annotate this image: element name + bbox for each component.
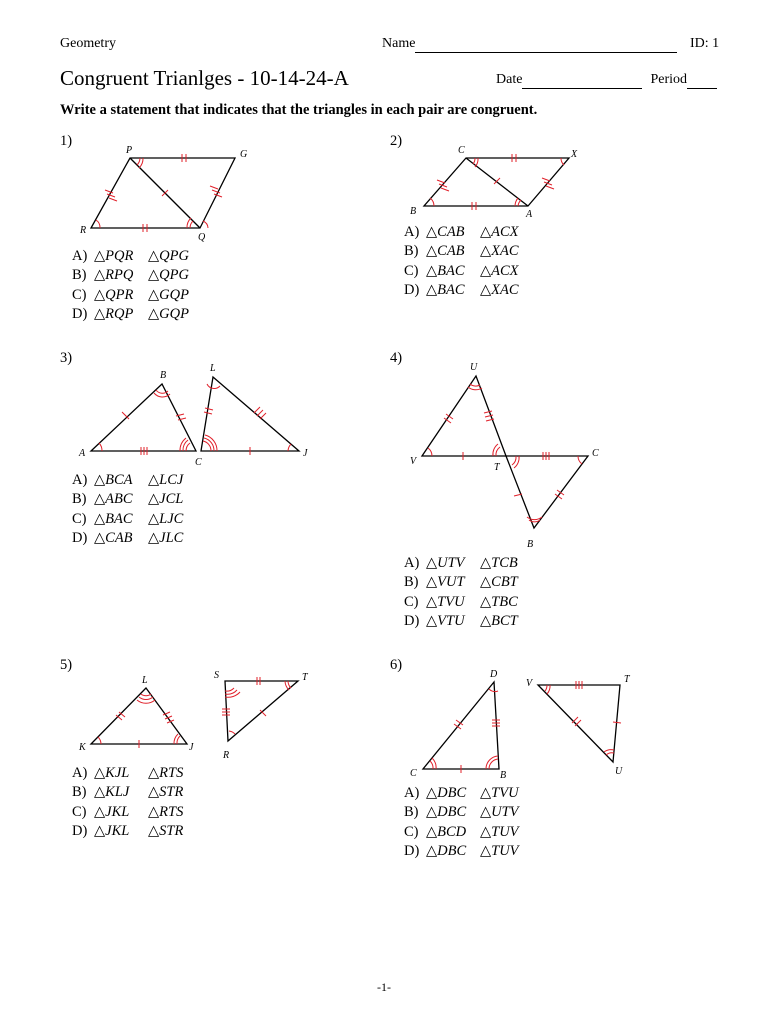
- answer-choice-2a[interactable]: A) △CAB △ACX: [404, 224, 519, 240]
- answer-choice-5d[interactable]: D) △JKL △STR: [72, 822, 184, 839]
- triangle-dcb: [423, 682, 499, 769]
- period-label: Period: [650, 72, 687, 87]
- vertex-label-v: V: [410, 456, 417, 467]
- answer-choice-6c[interactable]: C) △BCD △TUV: [404, 823, 519, 840]
- page-number: -1-: [377, 980, 391, 994]
- problem-4-figure: [404, 358, 614, 553]
- answer-choice-3a[interactable]: A) △BCA △LCJ: [72, 472, 184, 488]
- vertex-label-r: R: [80, 225, 87, 236]
- vertex-label-v: V: [526, 678, 533, 689]
- vertex-label-a: A: [79, 448, 86, 459]
- diagonal-ca: [466, 158, 528, 206]
- answer-choice-4b[interactable]: B) △VUT △CBT: [404, 574, 518, 591]
- name-field: [382, 36, 677, 53]
- vertex-label-q: Q: [198, 232, 206, 243]
- vertex-label-p: P: [126, 145, 133, 156]
- vertex-label-u: U: [615, 766, 623, 777]
- vertex-label-u: U: [470, 362, 478, 373]
- answer-choice-3c[interactable]: C) △BAC △LJC: [72, 510, 184, 527]
- answer-choice-6b[interactable]: B) △DBC △UTV: [404, 804, 519, 821]
- vertex-label-c: C: [195, 457, 202, 468]
- answer-choice-2d[interactable]: D) △BAC △XAC: [404, 281, 519, 298]
- instructions: Write a statement that indicates that the triangles in each pair are congruent.: [60, 102, 538, 118]
- vertex-label-c: C: [592, 448, 599, 459]
- problem-1-figure: [76, 144, 276, 244]
- answer-choice-5a[interactable]: A) △KJL △RTS: [72, 765, 184, 781]
- answer-choice-1b[interactable]: B) △RPQ △QPG: [72, 267, 189, 284]
- problem-1-choices: [72, 247, 189, 324]
- problem-2-choices: [404, 223, 519, 300]
- vertex-label-x: X: [571, 149, 578, 160]
- answer-choice-6a[interactable]: A) △DBC △TVU: [404, 785, 519, 801]
- answer-choice-1c[interactable]: C) △QPR △GQP: [72, 286, 189, 303]
- vertex-label-t: T: [494, 462, 500, 473]
- answer-choice-4a[interactable]: A) △UTV △TCB: [404, 555, 518, 571]
- vertex-label-l: L: [142, 675, 148, 686]
- problem-3-figure: [74, 360, 324, 470]
- vertex-label-b: B: [160, 370, 167, 381]
- vertex-label-c: C: [410, 768, 417, 779]
- vertex-label-t: T: [302, 672, 308, 683]
- answer-choice-6d[interactable]: D) △DBC △TUV: [404, 842, 519, 859]
- name-blank[interactable]: [415, 36, 677, 53]
- id-label: ID: 1: [690, 36, 720, 51]
- answer-choice-5b[interactable]: B) △KLJ △STR: [72, 784, 184, 801]
- vertex-label-a: A: [526, 209, 533, 220]
- problem-6-number: 6): [390, 657, 403, 673]
- answer-choice-1a[interactable]: A) △PQR △QPG: [72, 248, 189, 264]
- vertex-label-t: T: [624, 674, 630, 685]
- problem-2-number: 2): [390, 133, 403, 149]
- period-blank[interactable]: [687, 72, 717, 89]
- page-title: Congruent Trianlges - 10-14-24-A: [60, 66, 349, 90]
- vertex-label-d: D: [490, 669, 498, 680]
- answer-choice-4c[interactable]: C) △TVU △TBC: [404, 593, 518, 610]
- date-label: Date: [496, 72, 523, 87]
- answer-choice-5c[interactable]: C) △JKL △RTS: [72, 803, 184, 820]
- vertex-label-j: J: [189, 742, 194, 753]
- problem-6-choices: [404, 784, 519, 861]
- vertex-label-l: L: [210, 363, 216, 374]
- problem-2-figure: [404, 144, 604, 224]
- vertex-label-b: B: [500, 770, 507, 781]
- triangle-uvt: [422, 376, 506, 456]
- triangle-tcb: [506, 456, 588, 528]
- triangle-lkj: [91, 688, 187, 744]
- date-blank[interactable]: [522, 72, 642, 89]
- vertex-label-c: C: [458, 145, 465, 156]
- answer-choice-3b[interactable]: B) △ABC △JCL: [72, 491, 184, 508]
- answer-choice-1d[interactable]: D) △RQP △GQP: [72, 305, 189, 322]
- problem-4-choices: [404, 554, 518, 631]
- vertex-label-k: K: [79, 742, 86, 753]
- problem-5-figure: [74, 666, 324, 766]
- problem-3-choices: [72, 471, 183, 548]
- vertex-label-r: R: [223, 750, 230, 761]
- vertex-label-b: B: [410, 206, 417, 217]
- answer-choice-3d[interactable]: D) △CAB △JLC: [72, 529, 184, 546]
- answer-choice-4d[interactable]: D) △VTU △BCT: [404, 612, 518, 629]
- vertex-label-b: B: [527, 539, 534, 550]
- problem-3-number: 3): [60, 350, 73, 366]
- answer-choice-2b[interactable]: B) △CAB △XAC: [404, 243, 519, 260]
- problem-5-number: 5): [60, 657, 73, 673]
- triangle-bac: [91, 384, 196, 451]
- date-period-field: [496, 72, 717, 89]
- answer-choice-2c[interactable]: C) △BAC △ACX: [404, 262, 519, 279]
- vertex-label-g: G: [240, 149, 248, 160]
- vertex-label-s: S: [214, 670, 219, 681]
- subject-label: Geometry: [60, 36, 116, 51]
- problem-6-figure: [404, 666, 644, 786]
- vertex-label-j: J: [303, 448, 308, 459]
- name-label: Name: [382, 36, 416, 51]
- problem-4-number: 4): [390, 350, 403, 366]
- problem-5-choices: [72, 764, 183, 841]
- problem-1-number: 1): [60, 133, 73, 149]
